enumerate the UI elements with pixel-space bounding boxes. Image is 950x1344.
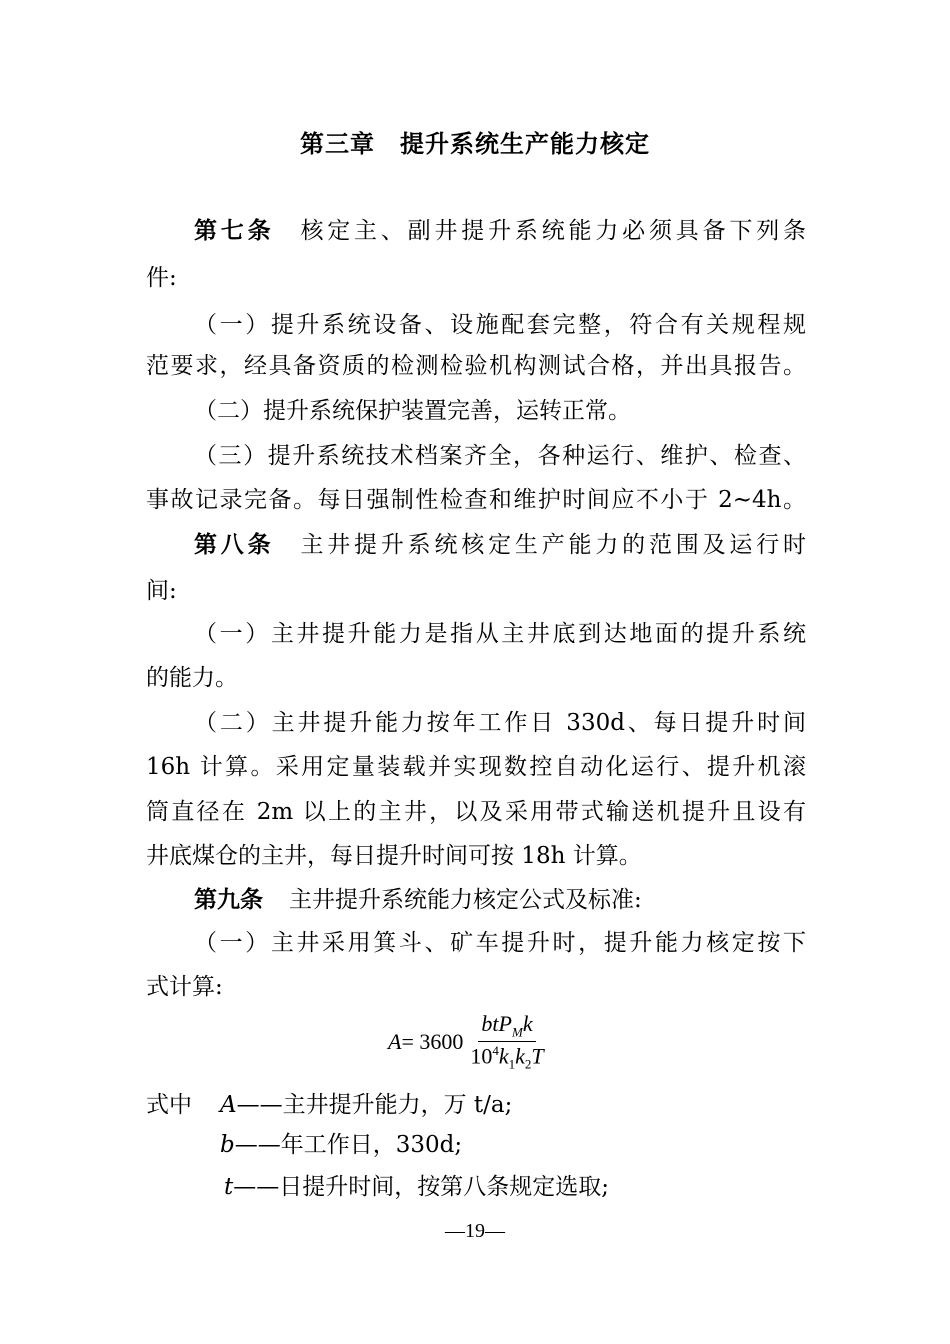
article-7-line-2: 件:: [146, 265, 177, 291]
article-7-item-3-line-1: （三）提升系统技术档案齐全，各种运行、维护、检查、: [194, 443, 806, 469]
article-7-item-1-line-2: 范要求，经具备资质的检测检验机构测试合格，并出具报告。: [146, 353, 806, 379]
formula-denominator: $10^4k_1k_2T$: [470, 1043, 544, 1073]
article-8-item-2-line-2: 16h 计算。采用定量装载并实现数控自动化运行、提升机滚: [146, 754, 806, 780]
article-9-item-1-line-1: （一）主井采用箕斗、矿车提升时，提升能力核定按下: [194, 930, 806, 956]
definition-A: A——主井提升能力，万 t/a;: [220, 1092, 513, 1118]
article-9-label: 第九条: [194, 887, 263, 913]
definition-t: t——日提升时间，按第八条规定选取;: [224, 1174, 609, 1200]
article-8-label: 第八条: [194, 532, 275, 558]
article-7-item-1-line-1: （一）提升系统设备、设施配套完整，符合有关规程规: [194, 312, 806, 338]
article-8-line-1: 第八条 主井提升系统核定生产能力的范围及运行时: [194, 532, 806, 558]
article-8-item-2-line-4: 井底煤仓的主井，每日提升时间可按 18h 计算。: [146, 843, 642, 869]
article-8-item-1-line-2: 的能力。: [146, 665, 238, 691]
article-9-line-1: 第九条 主井提升系统能力核定公式及标准:: [194, 887, 642, 913]
article-8-line-2: 间:: [146, 578, 177, 604]
article-8-item-1-line-1: （一）主井提升能力是指从主井底到达地面的提升系统: [194, 621, 806, 647]
article-9-item-1-line-2: 式计算:: [146, 974, 223, 1000]
capacity-formula: A = 3600 $\frac{btP_Mk}{10^4k_1k_2T}$: [388, 1012, 547, 1072]
article-7-item-3-line-2: 事故记录完备。每日强制性检查和维护时间应不小于 2~4h。: [146, 487, 806, 513]
formula-fraction: [467, 1011, 546, 1073]
article-7-line-1: 第七条 核定主、副井提升系统能力必须具备下列条: [194, 218, 806, 244]
article-7-label: 第七条: [194, 218, 275, 244]
formula-numerator: btP$_M$k: [478, 1011, 535, 1042]
article-8-item-2-line-3: 筒直径在 2m 以上的主井，以及采用带式输送机提升且设有: [146, 799, 806, 825]
chapter-title: 第三章 提升系统生产能力核定: [300, 130, 650, 158]
article-8-item-2-line-1: （二）主井提升能力按年工作日 330d、每日提升时间: [194, 710, 806, 736]
definitions-intro: 式中: [146, 1092, 192, 1118]
article-7-item-2: （二）提升系统保护装置完善，运转正常。: [194, 398, 631, 424]
definition-b: b——年工作日，330d;: [220, 1132, 463, 1158]
page-number: —19—: [445, 1220, 505, 1242]
